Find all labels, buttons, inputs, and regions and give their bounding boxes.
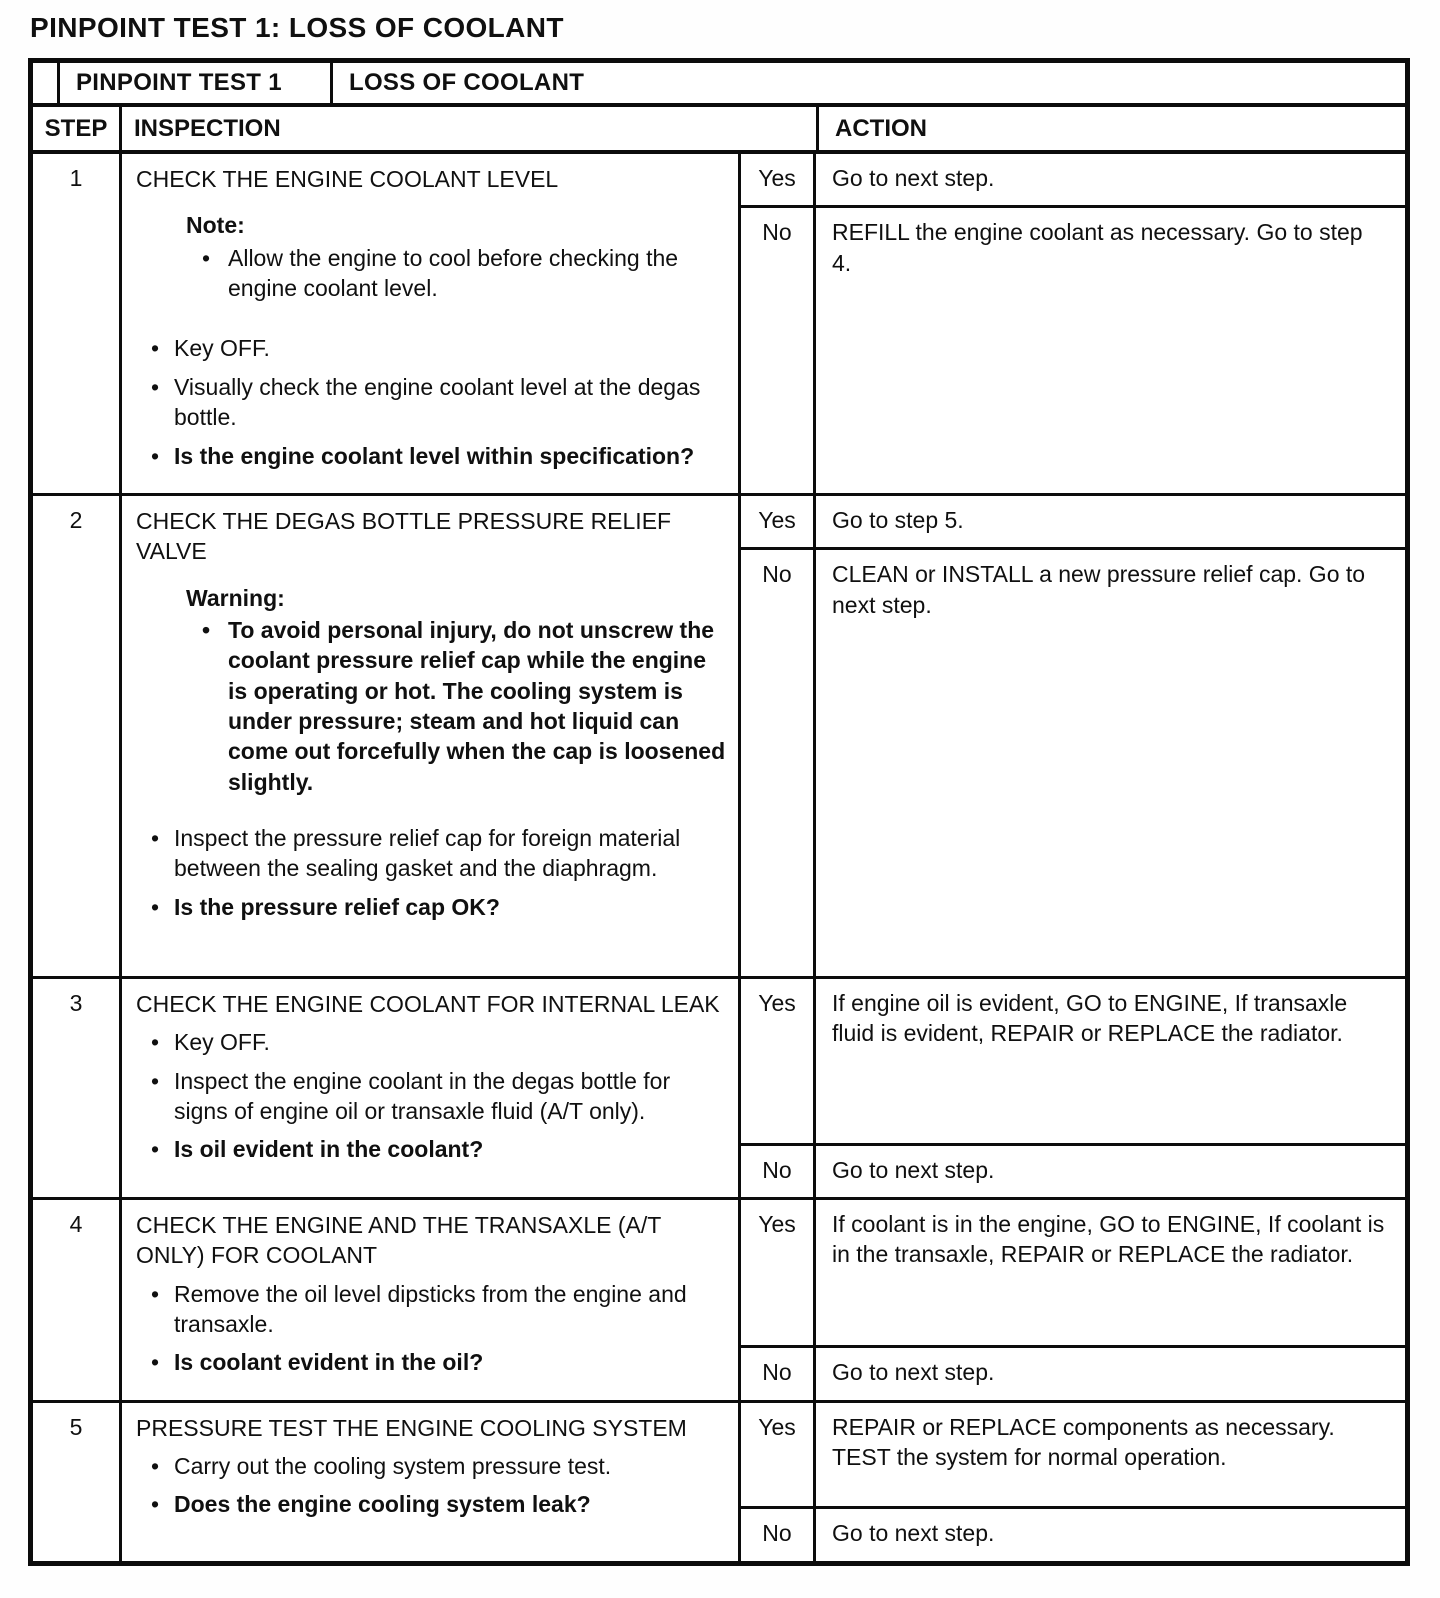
page-title: PINPOINT TEST 1: LOSS OF COOLANT xyxy=(30,12,564,43)
step-row-3 xyxy=(33,979,1405,1200)
step-row-1 xyxy=(33,154,1405,496)
header-spacer-cell xyxy=(33,63,60,103)
bullet-item xyxy=(130,372,726,433)
note-bullet-item xyxy=(186,243,726,304)
step-row-4 xyxy=(33,1200,1405,1403)
bullet-icon: • xyxy=(150,1067,160,1094)
result-row-no xyxy=(741,1345,1405,1399)
inspection-cell xyxy=(122,1200,741,1400)
inspection-bullet-list xyxy=(130,1279,726,1378)
result-action: REFILL the engine coolant as necessary. Go to step 4. xyxy=(832,219,1363,276)
bullet-item xyxy=(130,823,726,884)
bullet-icon: • xyxy=(202,616,211,643)
bullet-icon: • xyxy=(150,335,160,362)
warning-label: Warning: xyxy=(186,584,285,611)
result-row-no xyxy=(741,547,1405,976)
result-label: No xyxy=(741,550,816,976)
bullet-text: Key OFF. xyxy=(174,335,270,362)
bullet-text-question: Is the engine coolant level within specification? xyxy=(174,442,695,469)
bullet-item xyxy=(130,1347,726,1377)
bullet-text-question: Does the engine cooling system leak? xyxy=(174,1491,591,1518)
inspection-title: CHECK THE ENGINE COOLANT LEVEL xyxy=(136,166,559,192)
result-row-no xyxy=(741,205,1405,493)
warning-bullet-text: To avoid personal injury, do not unscrew the coolant pressure relief cap while the engine is operating or hot. The cooling system is under pressure; steam and hot liquid can come out forcefully when the cap is loosened slightly. xyxy=(228,616,726,795)
bullet-text-question: Is the pressure relief cap OK? xyxy=(174,893,500,920)
result-action: If coolant is in the engine, GO to ENGINE, If coolant is in the transaxle, REPAIR or REPLACE the radiator. xyxy=(832,1210,1385,1268)
bullet-text: Carry out the cooling system pressure test. xyxy=(174,1453,612,1480)
action-column-header: ACTION xyxy=(835,114,927,142)
inspection-cell xyxy=(122,1403,741,1561)
step-column-header: STEP xyxy=(33,107,122,150)
column-header-row xyxy=(33,107,1405,154)
bullet-icon: • xyxy=(150,1136,160,1163)
bullet-icon: • xyxy=(150,373,160,400)
pinpoint-test-table xyxy=(28,58,1410,1566)
step-number: 5 xyxy=(33,1403,122,1561)
results-cell xyxy=(741,979,1405,1197)
inspection-title: CHECK THE DEGAS BOTTLE PRESSURE RELIEF VALVE xyxy=(136,507,672,565)
result-label: Yes xyxy=(741,979,816,1143)
bullet-icon: • xyxy=(150,1491,160,1518)
bullet-icon: • xyxy=(150,1349,160,1376)
bullet-icon: • xyxy=(150,1029,160,1056)
bullet-item xyxy=(130,441,726,471)
result-label: Yes xyxy=(741,1403,816,1507)
results-cell xyxy=(741,154,1405,493)
result-label: Yes xyxy=(741,496,816,547)
note-bullet-text: Allow the engine to cool before checking the engine coolant level. xyxy=(228,244,679,302)
result-row-no xyxy=(741,1506,1405,1560)
bullet-item xyxy=(130,1279,726,1340)
result-label: No xyxy=(741,208,816,493)
results-cell xyxy=(741,496,1405,976)
warning-bullet-item xyxy=(186,615,726,797)
step-row-2 xyxy=(33,496,1405,979)
bullet-item xyxy=(130,333,726,363)
bullet-item xyxy=(130,892,726,922)
bullet-item xyxy=(130,1027,726,1057)
inspection-bullet-list xyxy=(130,1451,726,1520)
result-row-yes xyxy=(741,496,1405,547)
bullet-item xyxy=(130,1451,726,1481)
bullet-text: Inspect the pressure relief cap for foreign material between the sealing gasket and the diaphragm. xyxy=(174,825,681,882)
result-action: Go to next step. xyxy=(832,1520,995,1547)
result-action: Go to step 5. xyxy=(832,506,964,533)
inspection-bullet-list xyxy=(130,1027,726,1164)
note-callout xyxy=(186,210,726,303)
step-number: 2 xyxy=(33,496,122,976)
result-action: CLEAN or INSTALL a new pressure relief cap. Go to next step. xyxy=(832,561,1366,618)
bullet-text-question: Is oil evident in the coolant? xyxy=(174,1136,484,1163)
bullet-text: Key OFF. xyxy=(174,1029,270,1056)
step-number: 1 xyxy=(33,154,122,493)
result-action: Go to next step. xyxy=(832,165,995,191)
results-cell xyxy=(741,1200,1405,1400)
note-label: Note: xyxy=(186,212,245,239)
bullet-icon: • xyxy=(202,244,211,271)
step-number: 4 xyxy=(33,1200,122,1400)
test-label-cell: PINPOINT TEST 1 xyxy=(60,63,333,103)
inspection-cell xyxy=(122,154,741,493)
inspection-cell xyxy=(122,979,741,1197)
results-cell xyxy=(741,1403,1405,1561)
result-label: No xyxy=(741,1348,816,1399)
inspection-title: PRESSURE TEST THE ENGINE COOLING SYSTEM xyxy=(136,1414,687,1441)
result-action: Go to next step. xyxy=(832,1359,995,1386)
step-number: 3 xyxy=(33,979,122,1197)
inspection-title: CHECK THE ENGINE AND THE TRANSAXLE (A/T ONLY) FOR COOLANT xyxy=(136,1211,661,1269)
step-row-5 xyxy=(33,1403,1405,1561)
result-row-yes xyxy=(741,979,1405,1143)
bullet-item xyxy=(130,1489,726,1519)
bullet-icon: • xyxy=(150,442,160,469)
result-label: No xyxy=(741,1509,816,1560)
bullet-text: Remove the oil level dipsticks from the engine and transaxle. xyxy=(174,1280,687,1337)
bullet-item xyxy=(130,1134,726,1164)
bullet-icon: • xyxy=(150,1453,160,1480)
result-label: Yes xyxy=(741,1200,816,1345)
inspection-bullet-list xyxy=(130,823,726,922)
table-title-row xyxy=(33,63,1405,107)
bullet-icon: • xyxy=(150,825,160,852)
inspection-cell xyxy=(122,496,741,976)
bullet-text: Inspect the engine coolant in the degas bottle for signs of engine oil or transaxle fluid (A/T only). xyxy=(174,1067,671,1124)
inspection-bullet-list xyxy=(130,333,726,470)
result-action: If engine oil is evident, GO to ENGINE, If transaxle fluid is evident, REPAIR or REPLACE the radiator. xyxy=(832,989,1348,1047)
bullet-icon: • xyxy=(150,1280,160,1307)
result-row-yes xyxy=(741,154,1405,205)
bullet-text: Visually check the engine coolant level at the degas bottle. xyxy=(174,373,701,431)
result-label: Yes xyxy=(741,154,816,205)
inspection-column-header: INSPECTION xyxy=(122,107,819,150)
test-title-cell: LOSS OF COOLANT xyxy=(349,69,585,96)
result-row-yes xyxy=(741,1403,1405,1507)
inspection-title: CHECK THE ENGINE COOLANT FOR INTERNAL LEAK xyxy=(136,990,720,1017)
result-label: No xyxy=(741,1146,816,1197)
result-action: REPAIR or REPLACE components as necessary. TEST the system for normal operation. xyxy=(832,1413,1335,1471)
bullet-item xyxy=(130,1066,726,1127)
bullet-icon: • xyxy=(150,893,160,920)
bullet-text-question: Is coolant evident in the oil? xyxy=(174,1349,484,1376)
result-action: Go to next step. xyxy=(832,1156,995,1183)
warning-callout xyxy=(186,583,726,798)
result-row-no xyxy=(741,1143,1405,1197)
result-row-yes xyxy=(741,1200,1405,1345)
